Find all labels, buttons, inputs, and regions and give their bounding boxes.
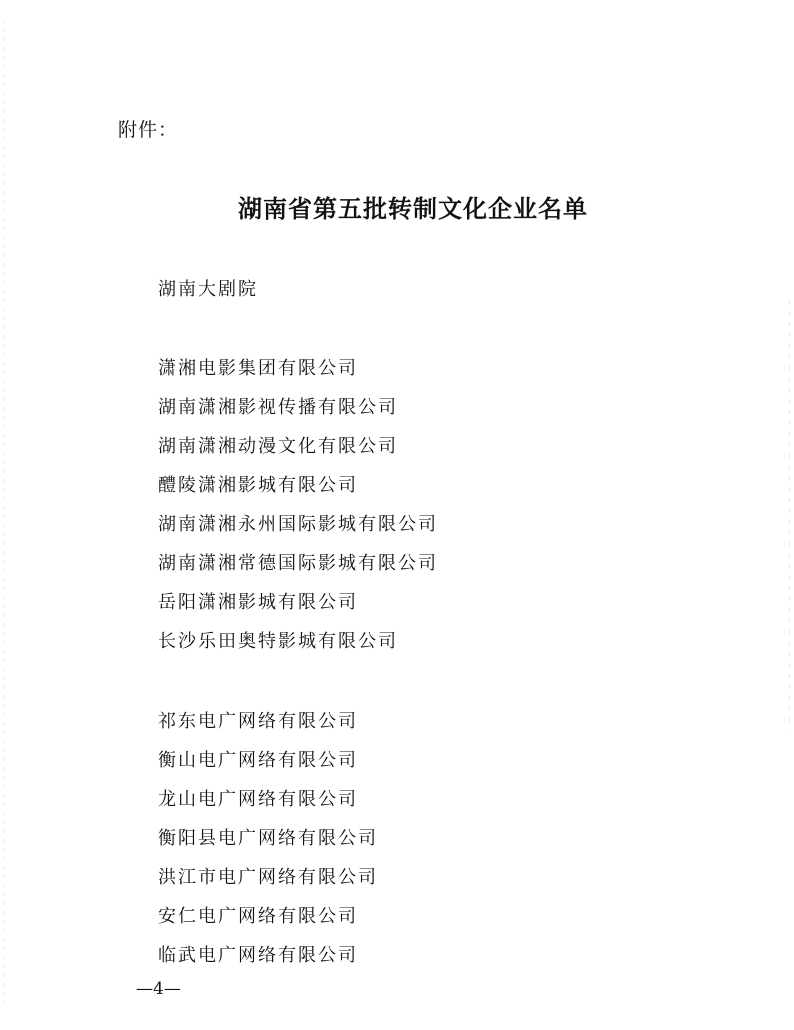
list-item: 龙山电广网络有限公司 [158, 789, 358, 810]
scan-edge-right [789, 300, 790, 730]
list-item: 湖南潇湘动漫文化有限公司 [158, 436, 398, 457]
list-item: 祁东电广网络有限公司 [158, 711, 358, 732]
list-item: 湖南潇湘影视传播有限公司 [158, 397, 398, 418]
list-item: 衡山电广网络有限公司 [158, 750, 358, 771]
scan-edge-left [3, 20, 4, 1010]
list-item: 洪江市电广网络有限公司 [158, 867, 378, 888]
list-item: 醴陵潇湘影城有限公司 [158, 475, 358, 496]
list-item: 安仁电广网络有限公司 [158, 906, 358, 927]
page-title: 湖南省第五批转制文化企业名单 [238, 194, 588, 223]
page-number: —4— [136, 979, 181, 999]
list-item: 岳阳潇湘影城有限公司 [158, 592, 358, 613]
list-item: 湖南潇湘永州国际影城有限公司 [158, 514, 438, 535]
company-group-theatre [158, 270, 258, 309]
attachment-label: 附件： [118, 119, 179, 141]
list-item: 湖南潇湘常德国际影城有限公司 [158, 553, 438, 574]
company-group-film [158, 349, 438, 661]
company-group-network [158, 702, 378, 975]
list-item: 临武电广网络有限公司 [158, 945, 358, 966]
list-item: 潇湘电影集团有限公司 [158, 358, 358, 379]
list-item: 衡阳县电广网络有限公司 [158, 828, 378, 849]
list-item: 湖南大剧院 [158, 279, 258, 300]
list-item: 长沙乐田奥特影城有限公司 [158, 631, 398, 652]
